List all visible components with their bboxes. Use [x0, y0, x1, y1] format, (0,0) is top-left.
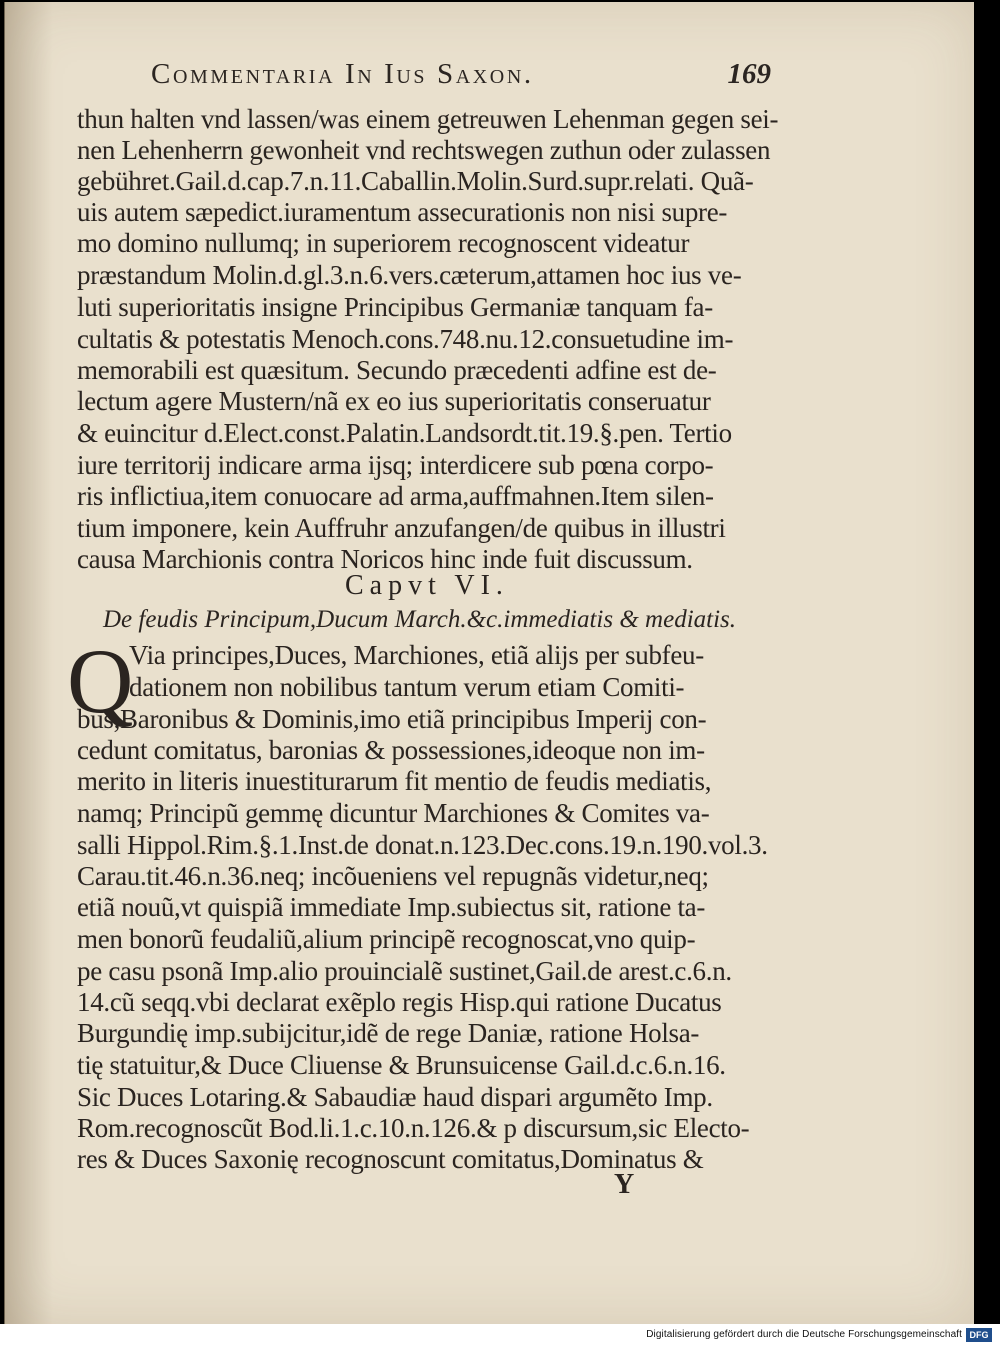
- chapter-line: tię statuitur,& Duce Cliuense & Brunsuicense Gail.d.c.6.n.16.: [77, 1050, 726, 1080]
- body-line: tium imponere, kein Auffruhr anzufangen/de quibus in illustri: [77, 513, 726, 543]
- body-line: præstandum Molin.d.gl.3.n.6.vers.cæterum,attamen hoc ius ve-: [77, 260, 742, 290]
- chapter-line: Carau.tit.46.n.36.neq; incõueniens vel repugnãs videtur,neq;: [77, 861, 709, 891]
- body-line: & euincitur d.Elect.const.Palatin.Landsordt.tit.19.§.pen. Tertio: [77, 418, 732, 448]
- page-spine-shadow: [5, 2, 53, 1324]
- body-line: uis autem sæpedict.iuramentum assecurationis non nisi supre-: [77, 197, 728, 227]
- body-line: thun halten vnd lassen/was einem getreuwen Lehenman gegen sei-: [77, 104, 779, 134]
- funding-credit: Digitalisierung gefördert durch die Deutsche Forschungsgemeinschaft: [646, 1329, 962, 1340]
- body-line: iure territorij indicare arma ijsq; interdicere sub pœna corpo-: [77, 450, 714, 480]
- chapter-line: res & Duces Saxonię recognoscunt comitatus,Dominatus &: [77, 1144, 704, 1174]
- body-line: causa Marchionis contra Noricos hinc inde fuit discussum.: [77, 544, 693, 574]
- body-line: nen Lehenherrn gewonheit vnd rechtswegen zuthun oder zulassen: [77, 135, 771, 165]
- chapter-line: etiã nouũ,vt quispiã immediate Imp.subiectus sit, ratione ta-: [77, 892, 706, 922]
- chapter-line: Sic Duces Lotaring.& Sabaudiæ haud dispari argumẽto Imp.: [77, 1082, 713, 1112]
- chapter-line: 14.cũ seqq.vbi declarat exẽplo regis Hisp.qui ratione Ducatus: [77, 987, 722, 1017]
- chapter-line: merito in literis inuestiturarum fit mentio de feudis mediatis,: [77, 766, 712, 796]
- chapter-line: cedunt comitatus, baronias & possessiones,ideoque non im-: [77, 735, 705, 765]
- body-line: mo domino nullumq; in superiorem recognoscent videatur: [77, 228, 690, 258]
- footer-bar: [0, 1324, 1000, 1349]
- page-number: 169: [727, 58, 771, 90]
- body-line: lectum agere Mustern/nã ex eo ius superioritatis conseruatur: [77, 386, 711, 416]
- chapter-heading: Capvt VI.: [345, 570, 509, 601]
- drop-cap: Q: [67, 630, 134, 732]
- running-head: [151, 58, 771, 98]
- dfg-logo-icon: DFG: [966, 1328, 992, 1342]
- running-head-title: Commentaria In Ius Saxon.: [151, 58, 534, 90]
- body-line: cultatis & potestatis Menoch.cons.748.nu.12.consuetudine im-: [77, 324, 734, 354]
- chapter-line: dationem non nobilibus tantum verum etiam Comiti-: [129, 672, 685, 702]
- chapter-subtitle: De feudis Principum,Ducum March.&c.immediatis & mediatis.: [103, 606, 737, 633]
- signature-mark: Y: [614, 1169, 635, 1200]
- body-line: memorabili est quæsitum. Secundo præcedenti adfine est de-: [77, 355, 717, 385]
- chapter-line: bus,Baronibus & Dominis,imo etiã principibus Imperij con-: [77, 704, 707, 734]
- body-line: luti superioritatis insigne Principibus Germaniæ tanquam fa-: [77, 292, 713, 322]
- chapter-line: Rom.recognoscũt Bod.li.1.c.10.n.126.& p discursum,sic Electo-: [77, 1113, 750, 1143]
- chapter-line: Burgundię imp.subijcitur,idẽ de rege Daniæ, ratione Holsa-: [77, 1018, 700, 1048]
- chapter-line: Via principes,Duces, Marchiones, etiã alijs per subfeu-: [129, 640, 704, 670]
- chapter-line: salli Hippol.Rim.§.1.Inst.de donat.n.123.Dec.cons.19.n.190.vol.3.: [77, 830, 768, 860]
- chapter-line: namq; Principũ gemmę dicuntur Marchiones & Comites va-: [77, 798, 710, 828]
- chapter-line: men bonorũ feudaliũ,alium principẽ recognoscat,vno quip-: [77, 924, 696, 954]
- body-line: ris inflictiua,item conuocare ad arma,auffmahnen.Item silen-: [77, 481, 714, 511]
- body-line: gebühret.Gail.d.cap.7.n.11.Caballin.Molin.Surd.supr.relati. Quã-: [77, 166, 754, 196]
- book-page: [4, 2, 974, 1324]
- chapter-line: pe casu psonã Imp.alio prouincialẽ sustinet,Gail.de arest.c.6.n.: [77, 956, 732, 986]
